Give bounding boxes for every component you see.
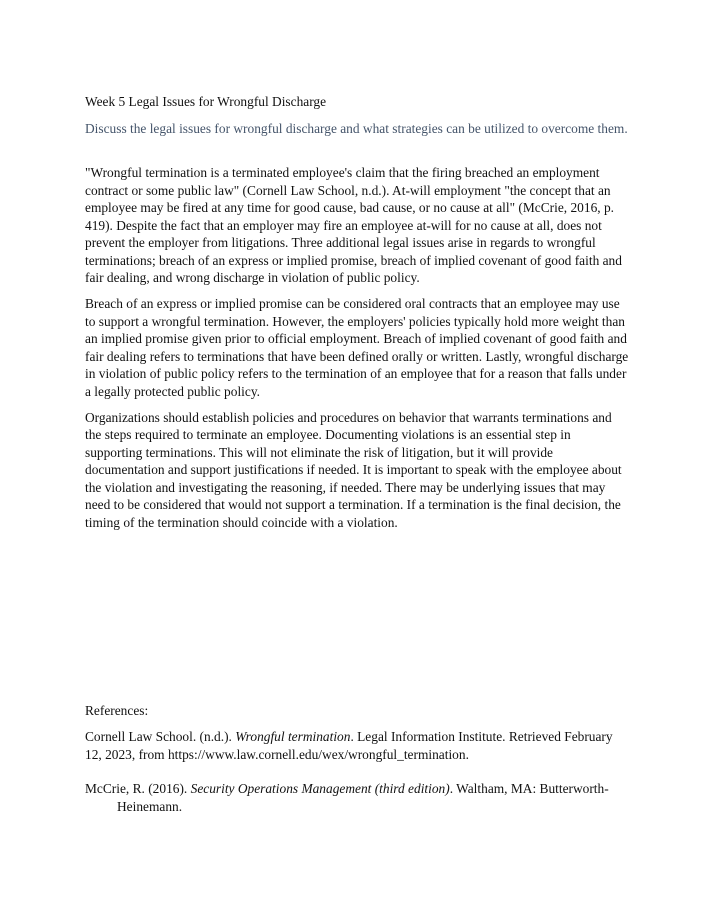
- body-paragraph: "Wrongful termination is a terminated employee's claim that the firing breached an employment contract or some public law" (Cornell Law School, n.d.). At-will employment "the concept that an employee may be fired at any time for good cause, bad cause, or no cause at all" (McCrie, 2016, p. 419). Despite the fact that an employer may fire an employee at-will for no cause at all, does not prevent the employer from litigations. Three additional legal issues arise in regards to wrongful terminations; breach of an express or implied promise, breach of implied covenant of good faith and fair dealing, and wrong discharge in violation of public policy.: [85, 165, 622, 285]
- reference-text: Cornell Law School. (n.d.).: [85, 729, 236, 744]
- reference-entry: [85, 728, 630, 763]
- document-title: Week 5 Legal Issues for Wrongful Discharge: [85, 94, 327, 109]
- assignment-prompt: Discuss the legal issues for wrongful discharge and what strategies can be utilized to overcome them.: [85, 121, 628, 136]
- reference-title: Security Operations Management (third edition): [190, 781, 450, 796]
- references-heading: References:: [85, 703, 149, 718]
- reference-text: . Legal Information Institute. Retrieved February 12, 2023, from https://www.law.cornell.edu/wex/wrongful_termination.: [85, 729, 613, 762]
- reference-title: Wrongful termination: [235, 729, 351, 744]
- body-paragraph: Breach of an express or implied promise can be considered oral contracts that an employee may use to support a wrongful termination. However, the employers' policies typically hold more weight than an implied promise given prior to official employment. Breach of implied covenant of good faith and fair dealing refers to terminations that have been defined orally or written. Lastly, wrongful discharge in violation of public policy refers to the termination of an employee that for a reason that falls under a legally protected public policy.: [85, 296, 629, 399]
- reference-text: McCrie, R. (2016).: [85, 781, 191, 796]
- body-paragraph: Organizations should establish policies and procedures on behavior that warrants terminations and the steps required to terminate an employee. Documenting violations is an essential step in supporting terminations. This will not eliminate the risk of litigation, but it will provide documentation and support justifications if needed. It is important to speak with the employee about the violation and investigating the reasoning, if needed. There may be underlying issues that may need to be considered that would not support a termination. If a termination is the final decision, the timing of the termination should coincide with a violation.: [85, 409, 622, 530]
- reference-entry: [85, 780, 662, 815]
- reference-text: . Waltham, MA: Butterworth-Heinemann.: [117, 781, 609, 814]
- document-body: [85, 164, 630, 531]
